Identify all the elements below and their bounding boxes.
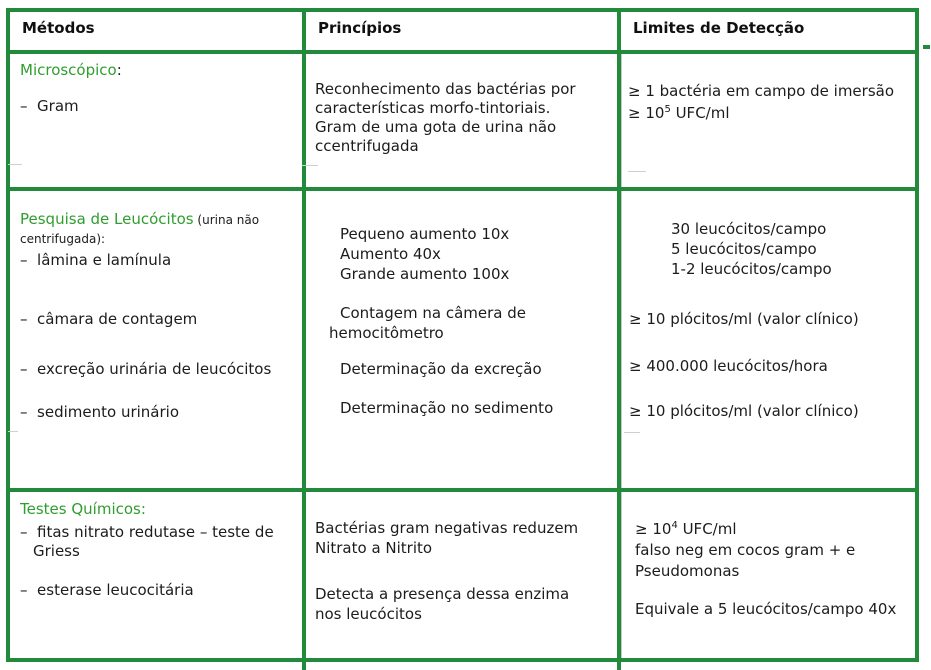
chemical-item-nitrate-wrap: Griess xyxy=(33,542,80,560)
row-microscopic xyxy=(8,52,917,189)
sediment-determination: Determinação no sedimento xyxy=(340,399,554,417)
divider-stub xyxy=(8,660,304,670)
divider-stub-row xyxy=(8,660,917,670)
leukocyte-title: Pesquisa de Leucócitos xyxy=(20,210,194,228)
field-count-block xyxy=(671,219,915,279)
esterase-principle-line: Detecta a presença dessa enzima xyxy=(315,585,570,603)
cell-leukocyte-method xyxy=(8,189,304,490)
leukocyte-item-sediment: – sedimento urinário xyxy=(20,403,179,421)
chemical-item-esterase: – esterase leucocitária xyxy=(20,581,194,599)
limit-ufc xyxy=(628,102,915,124)
header-row xyxy=(8,10,917,52)
chemical-item-nitrate: – fitas nitrato redutase – teste de xyxy=(20,523,274,541)
microscopic-title-line xyxy=(20,60,302,80)
leukocyte-title-note: (urina não xyxy=(193,213,260,227)
nitrate-principle-line: Bactérias gram negativas reduzem xyxy=(315,519,579,537)
limit-chamber: ≥ 10 plócitos/ml (valor clínico) xyxy=(629,310,859,328)
limit-ufc-exponent: 4 xyxy=(671,520,678,531)
leukocyte-item-slide: – lâmina e lamínula xyxy=(20,251,172,269)
border-overhang-artifact xyxy=(923,45,930,49)
limit-ufc-exponent: 5 xyxy=(664,104,671,115)
limit-sediment: ≥ 10 plócitos/ml (valor clínico) xyxy=(629,402,859,420)
limit-ufc-suffix: UFC/ml xyxy=(670,104,730,122)
header-metodos xyxy=(8,10,304,52)
magnification-line: Pequeno aumento 10x xyxy=(340,225,510,243)
field-count-line: 30 leucócitos/campo xyxy=(671,220,827,238)
divider-stub xyxy=(619,660,917,670)
principle-text-line: ccentrifugada xyxy=(315,137,419,155)
principle-text-line: Gram de uma gota de urina não xyxy=(315,118,557,136)
cell-chemical-principle xyxy=(304,490,619,660)
field-count-line: 5 leucócitos/campo xyxy=(671,240,817,258)
cell-microscopic-principle xyxy=(304,52,619,189)
microscopic-title: Microscópico xyxy=(20,61,117,79)
grid-artifact xyxy=(624,432,640,433)
microscopic-item-gram: – Gram xyxy=(20,97,79,115)
limit-equivalence: Equivale a 5 leucócitos/campo 40x xyxy=(635,600,897,618)
magnification-line: Aumento 40x xyxy=(340,245,441,263)
grid-artifact xyxy=(628,171,646,172)
cell-microscopic-method xyxy=(8,52,304,189)
grid-artifact xyxy=(302,165,318,166)
divider-stub xyxy=(304,660,619,670)
header-limites xyxy=(619,10,917,52)
leukocyte-item-excretion: – excreção urinária de leucócitos xyxy=(20,360,272,378)
row-chemical-tests xyxy=(8,490,917,660)
nitrate-principle-line: Nitrato a Nitrito xyxy=(315,539,433,557)
principle-text-line: características morfo-tintoriais. xyxy=(315,99,551,117)
microscopic-title-colon: : xyxy=(116,61,122,79)
grid-artifact xyxy=(8,164,22,165)
limit-ufc-suffix: UFC/ml xyxy=(677,520,737,538)
cell-leukocyte-principle xyxy=(304,189,619,490)
leukocyte-title-note-line2: centrifugada): xyxy=(20,232,106,246)
header-principios-label: Princípios xyxy=(318,19,402,37)
limit-ufc-prefix: ≥ 10 xyxy=(628,104,665,122)
limit-ufc-prefix: ≥ 10 xyxy=(635,520,672,538)
limit-immersion: ≥ 1 bactéria em campo de imersão xyxy=(628,82,895,100)
header-limites-label: Limites de Detecção xyxy=(633,19,805,37)
grid-artifact xyxy=(8,431,18,432)
leukocyte-title-line xyxy=(20,210,302,230)
cell-microscopic-limits xyxy=(619,52,917,189)
detection-methods-table xyxy=(6,8,919,670)
magnification-line: Grande aumento 100x xyxy=(340,265,510,283)
limit-ufc xyxy=(635,519,915,540)
cell-leukocyte-limits xyxy=(619,189,917,490)
chemical-title: Testes Químicos: xyxy=(20,500,146,518)
leukocyte-item-chamber: – câmara de contagem xyxy=(20,310,198,328)
limit-false-neg-line: Pseudomonas xyxy=(635,562,740,580)
row-leukocyte-search xyxy=(8,189,917,490)
cell-chemical-method xyxy=(8,490,304,660)
header-principios xyxy=(304,10,619,52)
cell-chemical-limits xyxy=(619,490,917,660)
limit-false-neg-line: falso neg em cocos gram + e xyxy=(635,541,856,559)
field-count-line: 1-2 leucócitos/campo xyxy=(671,260,832,278)
limit-excretion: ≥ 400.000 leucócitos/hora xyxy=(629,357,828,375)
counting-line: hemocitômetro xyxy=(329,324,444,342)
header-metodos-label: Métodos xyxy=(22,19,95,37)
counting-line: Contagem na câmera de xyxy=(340,304,526,322)
excretion-determination: Determinação da excreção xyxy=(340,360,542,378)
principle-text-line: Reconhecimento das bactérias por xyxy=(315,80,576,98)
esterase-principle-line: nos leucócitos xyxy=(315,605,422,623)
